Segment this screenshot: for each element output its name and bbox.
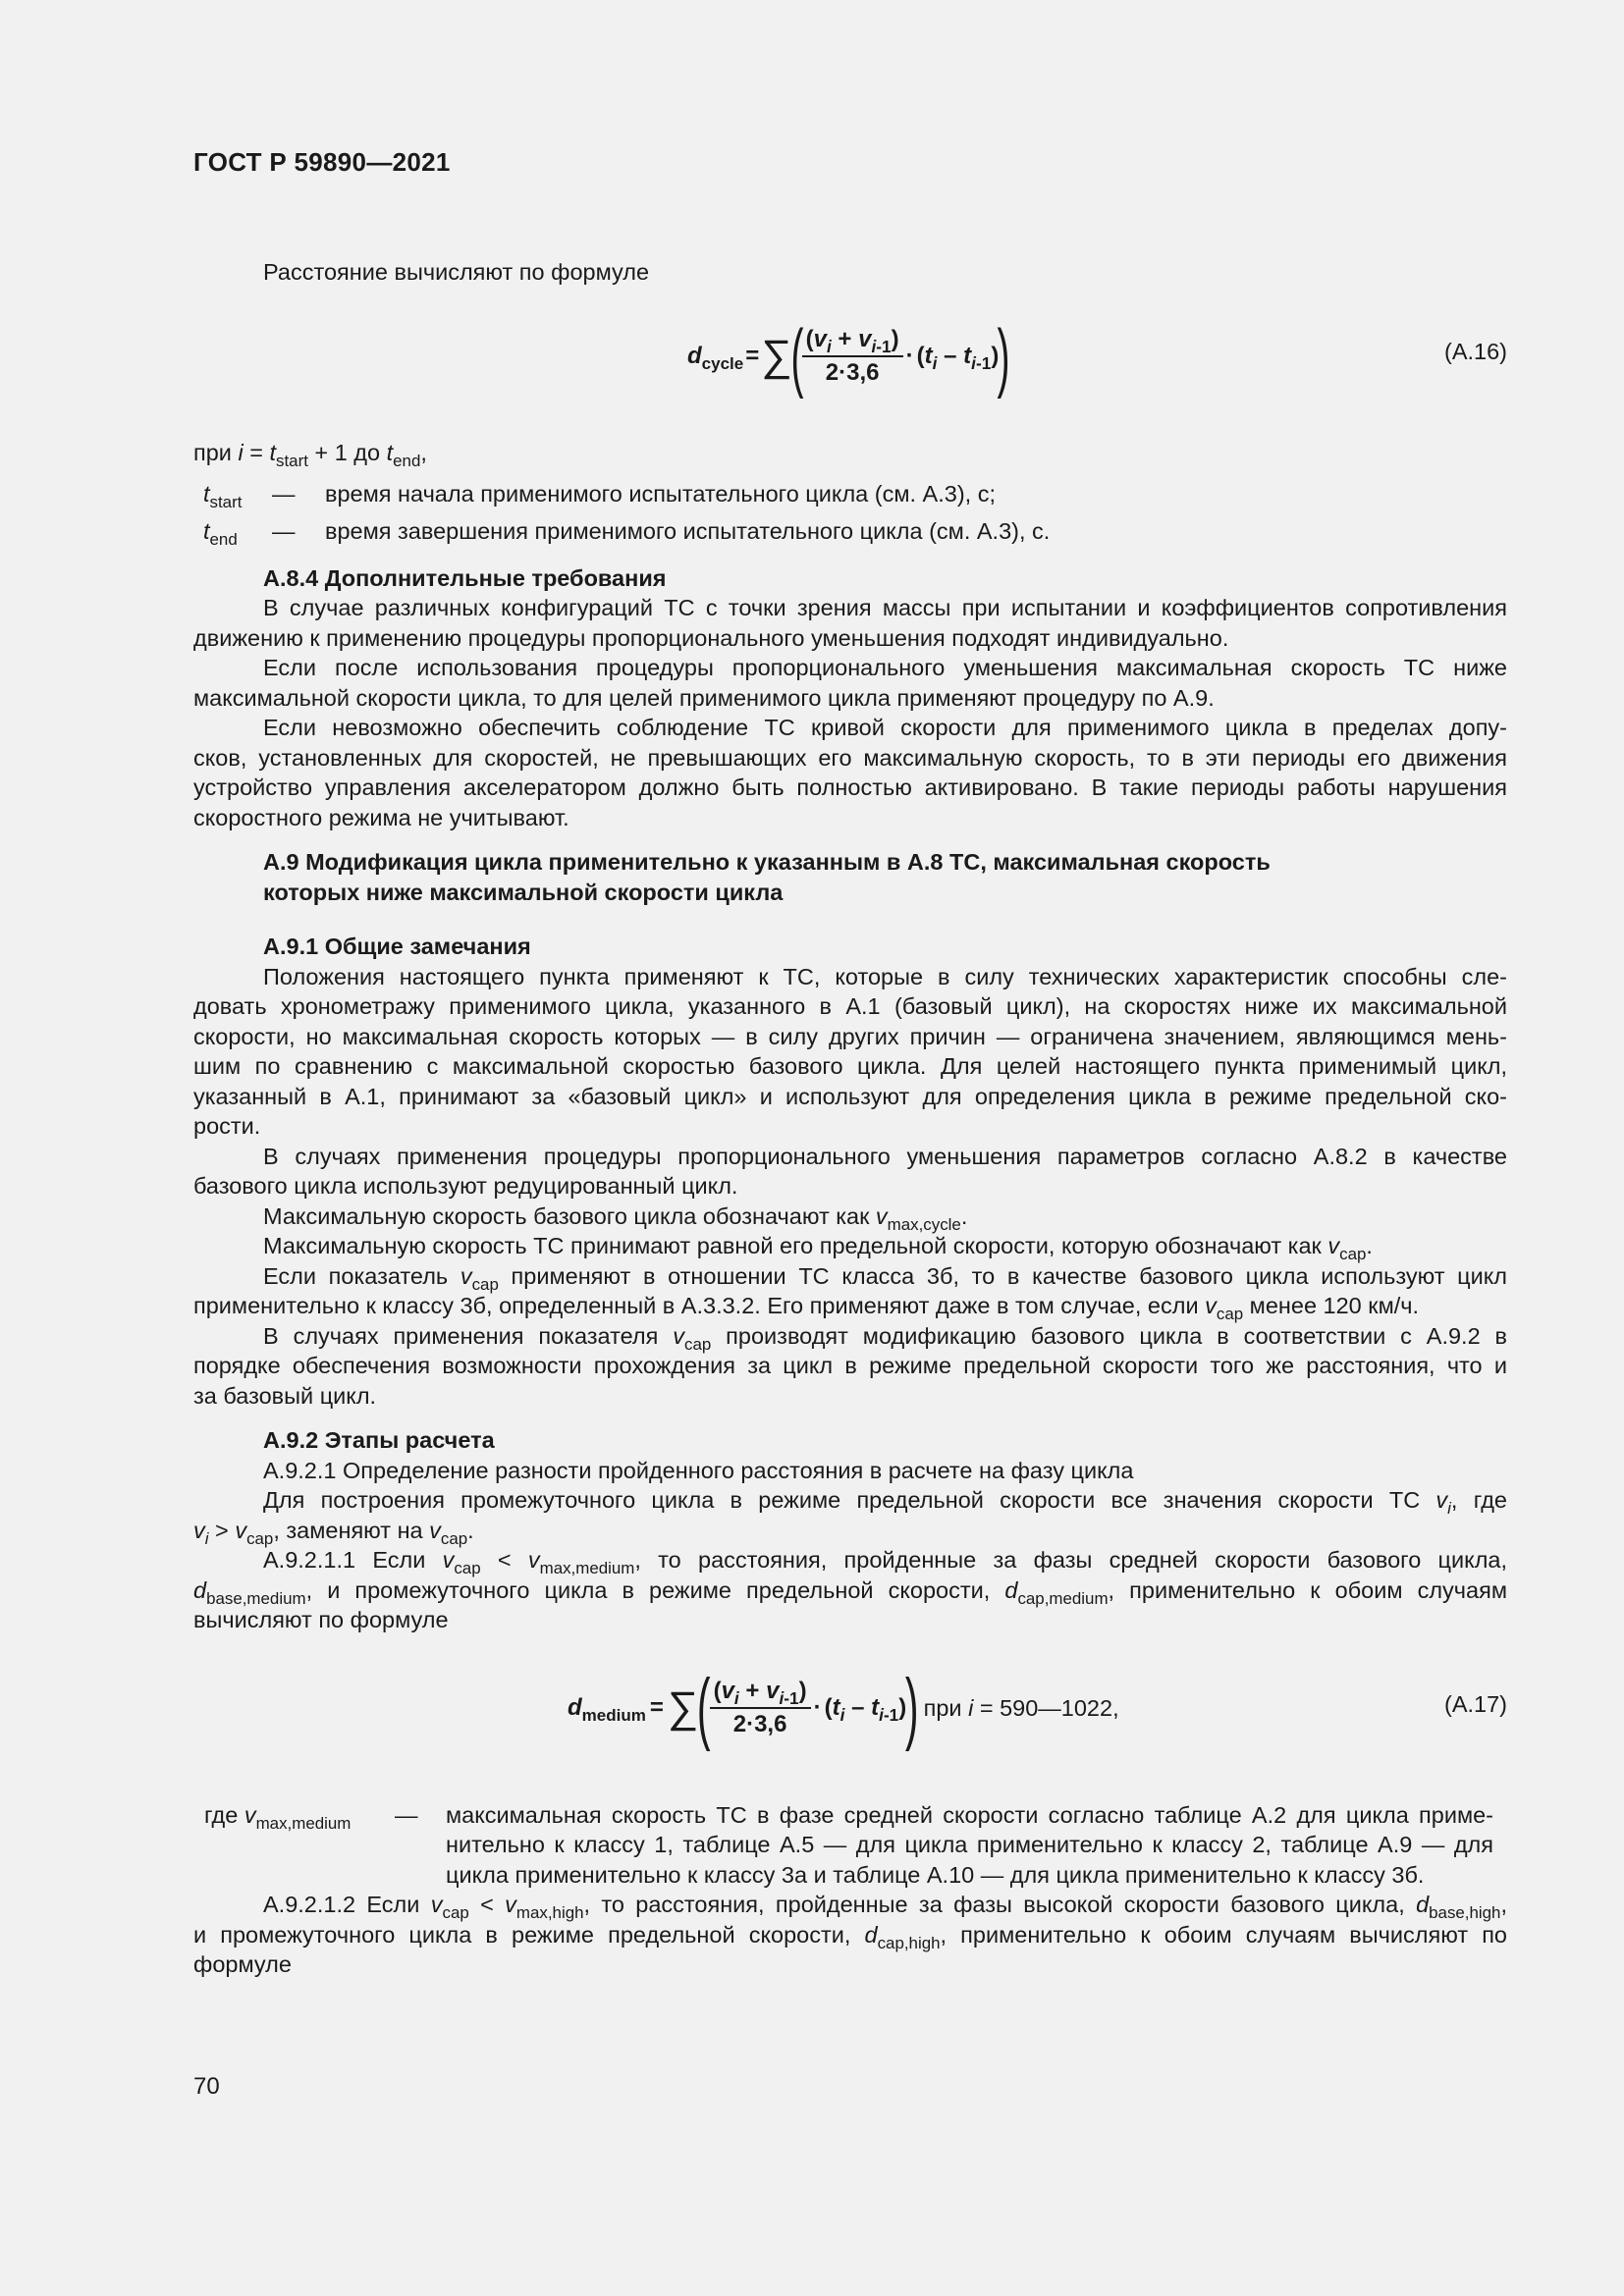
paragraph-line: довать хронометражу применимого цикла, указанного в А.1 (базовый цикл), на скоростях ниже их максимальной bbox=[193, 993, 1507, 1019]
paragraph-line: скорости, но максимальная скорость которых — в силу других причин — ограничена значением, являющимся мень- bbox=[193, 1024, 1507, 1049]
paragraph-line: Положения настоящего пункта применяют к ТС, которые в силу технических характеристик способны сле- bbox=[263, 964, 1507, 989]
paragraph-line: рости. bbox=[193, 1113, 261, 1139]
paragraph-line: скоростного режима не учитывают. bbox=[193, 805, 569, 830]
paragraph-line: Максимальную скорость ТС принимают равной его предельной скорости, которую обозначают как $v_{cap}$. bbox=[263, 1233, 1373, 1263]
dash: — bbox=[395, 1802, 418, 1828]
paragraph-line: шим по сравнению с максимальной скоростью базового цикла. Для целей настоящего пункта применимый цикл, bbox=[193, 1053, 1507, 1079]
paragraph-line: Максимальную скорость базового цикла обозначают как $v_{max,cycle}$. bbox=[263, 1203, 968, 1234]
equation-number-a16: (А.16) bbox=[1444, 339, 1507, 364]
paragraph-line: Если после использования процедуры пропорционального уменьшения максимальная скорость ТС ниже bbox=[263, 655, 1507, 680]
subsection-heading-a921: А.9.2.1 Определение разности пройденного расстояния в расчете на фазу цикла bbox=[263, 1458, 1134, 1483]
where-definition-line: максимальная скорость ТС в фазе средней скорости согласно таблице А.2 для цикла приме- bbox=[446, 1802, 1493, 1828]
section-heading-a84: А.8.4 Дополнительные требования bbox=[263, 565, 667, 591]
paragraph-line: движению к применению процедуры пропорционального уменьшения подходят индивидуально. bbox=[193, 625, 1229, 651]
page-number: 70 bbox=[193, 2073, 220, 2100]
intro-text: Расстояние вычисляют по формуле bbox=[263, 259, 650, 285]
where-term: где $v_{max,medium}$ bbox=[204, 1802, 352, 1833]
paragraph-line: порядке обеспечения возможности прохождения за цикл в режиме предельной скорости того же расстояния, что и bbox=[193, 1353, 1507, 1378]
where-definition-line: нительно к классу 1, таблице А.5 — для цикла применительно к классу 2, таблице А.9 — для bbox=[446, 1832, 1493, 1857]
section-heading-a9: А.9 Модификация цикла применительно к указанным в А.8 ТС, максимальная скорость bbox=[263, 849, 1271, 875]
paragraph-line: Если показатель $v_{cap}$ применяют в отношении ТС класса 3б, то в качестве базового цикла используют цикл bbox=[263, 1263, 1507, 1294]
section-heading-a92: А.9.2 Этапы расчета bbox=[263, 1427, 495, 1453]
formula-a16: $d_{cycle}$ = ∑ ( $\frac{(v_i + v_{i-1})}{2\cdot 3,6}$ · $(t_i - t_{i-1})$ ) bbox=[687, 312, 1010, 400]
formula-a17: $d_{medium}$ = ∑ ( $\frac{(v_i + v_{i-1})}{2\cdot 3,6}$ · $(t_i - t_{i-1})$ ) при i = 590—1022, bbox=[568, 1663, 1119, 1752]
range-text: при $i = t_{start} + 1$ до $t_{end}$, bbox=[193, 440, 427, 470]
paragraph-line: базового цикла используют редуцированный цикл. bbox=[193, 1173, 738, 1199]
paragraph-line: А.9.2.1.2 Если $v_{cap} < v_{max,high}$, то расстояния, пройденные за фазы высокой скорости базового цикла, $d_{base,high}$, bbox=[263, 1892, 1507, 1922]
paragraph-line: Для построения промежуточного цикла в режиме предельной скорости все значения скорости ТС $v_i$, где bbox=[263, 1487, 1507, 1518]
paragraph-line: за базовый цикл. bbox=[193, 1383, 377, 1409]
paragraph-line: А.9.2.1.1 Если $v_{cap} < v_{max,medium}$, то расстояния, пройденные за фазы средней скорости базового цикла, bbox=[263, 1547, 1507, 1577]
paragraph-line: и промежуточного цикла в режиме предельной скорости, $d_{cap,high}$, применительно к обоим случаям вычисляют по bbox=[193, 1922, 1507, 1952]
paragraph-line: В случае различных конфигураций ТС с точки зрения массы при испытании и коэффициентов сопротивления bbox=[263, 595, 1507, 620]
section-heading-a91: А.9.1 Общие замечания bbox=[263, 934, 531, 959]
paragraph-line: вычисляют по формуле bbox=[193, 1607, 449, 1632]
where-definition-line: цикла применительно к классу 3а и таблице А.10 — для цикла применительно к классу 3б. bbox=[446, 1862, 1425, 1888]
paragraph-line: указанный в А.1, принимают за «базовый цикл» и используют для определения цикла в режиме предельной ско- bbox=[193, 1084, 1507, 1109]
paragraph-line: $v_i > v_{cap}$, заменяют на $v_{cap}$. bbox=[193, 1518, 474, 1548]
paragraph-line: Если невозможно обеспечить соблюдение ТС кривой скорости для применимого цикла в пределах допу- bbox=[263, 715, 1507, 740]
paragraph-line: В случаях применения процедуры пропорционального уменьшения параметров согласно А.8.2 в качестве bbox=[263, 1144, 1507, 1169]
paragraph-line: максимальной скорости цикла, то для целей применимого цикла применяют процедуру по А.9. bbox=[193, 685, 1215, 711]
section-heading-a9-cont: которых ниже максимальной скорости цикла bbox=[263, 880, 784, 905]
paragraph-line: устройство управления акселератором должно быть полностью активировано. В такие периоды работы нарушения bbox=[193, 774, 1507, 800]
paragraph-line: сков, установленных для скоростей, не превышающих его максимальную скорость, то в эти периоды его движения bbox=[193, 745, 1507, 771]
paragraph-line: В случаях применения показателя $v_{cap}$ производят модификацию базового цикла в соответствии с А.9.2 в bbox=[263, 1323, 1508, 1354]
document-standard-number: ГОСТ Р 59890—2021 bbox=[193, 147, 451, 177]
equation-number-a17: (А.17) bbox=[1444, 1691, 1507, 1717]
paragraph-line: формуле bbox=[193, 1951, 292, 1977]
paragraph-line: применительно к классу 3б, определенный в А.3.3.2. Его применяют даже в том случае, если $v_{cap}$ менее 120 км/ч. bbox=[193, 1293, 1420, 1323]
paragraph-line: $d_{base,medium}$, и промежуточного цикла в режиме предельной скорости, $d_{cap,medium}$, применительно к обоим случаям bbox=[193, 1577, 1507, 1608]
